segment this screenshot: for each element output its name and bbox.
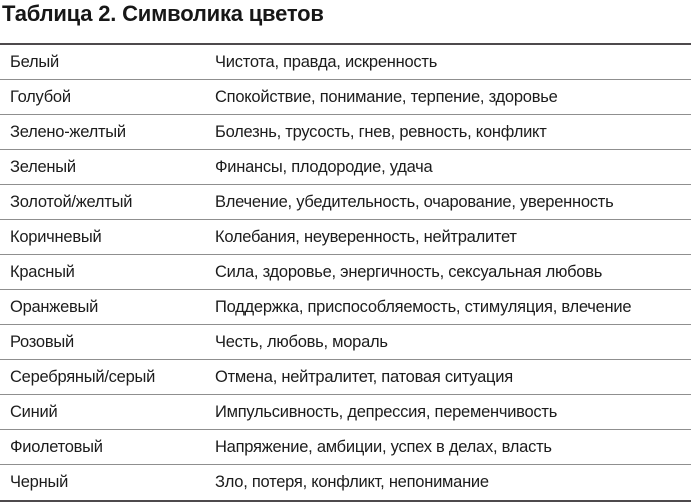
color-name-cell: Зеленый bbox=[10, 157, 76, 176]
table-row bbox=[0, 360, 691, 395]
color-name-cell: Коричневый bbox=[10, 227, 102, 246]
table-row bbox=[0, 80, 691, 115]
table-row bbox=[0, 325, 691, 360]
color-name-cell: Красный bbox=[10, 262, 75, 281]
meaning-cell: Болезнь, трусость, гнев, ревность, конфликт bbox=[215, 122, 547, 141]
color-name-cell: Фиолетовый bbox=[10, 437, 103, 456]
color-name-cell: Розовый bbox=[10, 332, 74, 351]
color-symbolism-table bbox=[0, 43, 691, 502]
color-name-cell: Синий bbox=[10, 402, 58, 421]
color-name-cell: Серебряный/серый bbox=[10, 367, 156, 386]
page-title: Таблица 2. Символика цветов bbox=[2, 1, 324, 26]
meaning-cell: Финансы, плодородие, удача bbox=[215, 157, 433, 176]
meaning-cell: Сила, здоровье, энергичность, сексуальная любовь bbox=[215, 262, 603, 281]
table-row bbox=[0, 395, 691, 430]
table-row bbox=[0, 150, 691, 185]
color-name-cell: Голубой bbox=[10, 87, 71, 106]
table-row bbox=[0, 290, 691, 325]
color-name-cell: Черный bbox=[10, 473, 69, 491]
color-name-cell: Белый bbox=[10, 52, 59, 71]
meaning-cell: Отмена, нейтралитет, патовая ситуация bbox=[215, 367, 513, 386]
table-row bbox=[0, 115, 691, 150]
meaning-cell: Чистота, правда, искренность bbox=[215, 52, 438, 71]
table-row bbox=[0, 430, 691, 465]
color-name-cell: Золотой/желтый bbox=[10, 192, 133, 211]
table-row bbox=[0, 185, 691, 220]
color-name-cell: Оранжевый bbox=[10, 297, 99, 316]
table-row bbox=[0, 220, 691, 255]
color-name-cell: Зелено-желтый bbox=[10, 122, 126, 141]
table-row bbox=[0, 465, 691, 500]
meaning-cell: Влечение, убедительность, очарование, уверенность bbox=[215, 192, 614, 211]
meaning-cell: Поддержка, приспособляемость, стимуляция, влечение bbox=[215, 297, 632, 316]
meaning-cell: Зло, потеря, конфликт, непонимание bbox=[215, 473, 489, 491]
meaning-cell: Спокойствие, понимание, терпение, здоровье bbox=[215, 87, 558, 106]
table-row bbox=[0, 45, 691, 80]
meaning-cell: Импульсивность, депрессия, переменчивость bbox=[215, 402, 558, 421]
meaning-cell: Колебания, неуверенность, нейтралитет bbox=[215, 227, 517, 246]
meaning-cell: Честь, любовь, мораль bbox=[215, 332, 388, 351]
meaning-cell: Напряжение, амбиции, успех в делах, власть bbox=[215, 437, 552, 456]
table-row bbox=[0, 255, 691, 290]
